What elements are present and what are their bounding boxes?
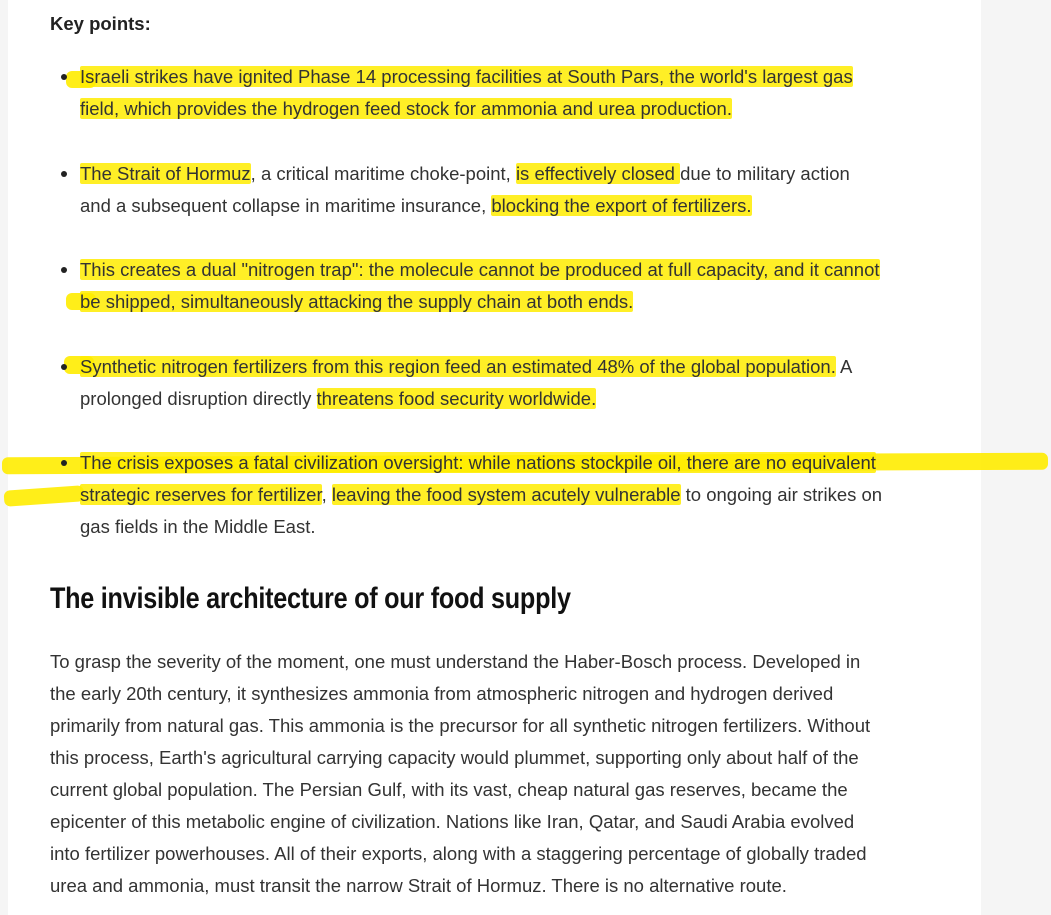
key-points-label: Key points: [50,13,151,34]
bullet-line [80,93,960,125]
bullet-dot-icon [61,364,67,370]
paragraph-line: To grasp the severity of the moment, one must understand the Haber-Bosch process. Developed in [50,651,861,672]
highlighted-text: leaving the food system acutely vulnerable [331,484,681,505]
highlighted-text: blocking the export of fertilizers. [491,195,752,216]
bullet-line [80,158,960,190]
bullet-text: , a critical maritime choke-point, [250,163,516,184]
bullet-item [80,447,960,543]
highlighted-text: field, which provides the hydrogen feed stock for ammonia and urea production. [80,98,732,119]
highlighted-text: threatens food security worldwide. [316,388,597,409]
bullet-text: A [835,356,853,377]
bullet-line [80,383,960,415]
highlighted-text: This creates a dual "nitrogen trap": the molecule cannot be produced at full capacity, and it cannot [80,259,880,280]
bullet-dot-icon [61,74,67,80]
paragraph-line: the early 20th century, it synthesizes ammonia from atmospheric nitrogen and hydrogen derived [50,683,834,704]
bullet-line [80,190,960,222]
bullet-line [80,254,960,286]
bullet-line [80,286,960,318]
bullet-text: due to military action [680,163,850,184]
bullet-item [80,351,960,415]
bullet-line [80,447,960,479]
highlighted-text: The crisis exposes a fatal civilization oversight: while nations stockpile oil, there are no equivalent [80,452,876,473]
bullet-text: gas fields in the Middle East. [80,516,316,537]
bullet-text: to ongoing air strikes on [680,484,883,505]
bullet-text: prolonged disruption directly [80,388,317,409]
section-heading: The invisible architecture of our food supply [50,582,571,615]
bullet-dot-icon [61,460,67,466]
bullet-item [80,158,960,222]
bullet-text: and a subsequent collapse in maritime insurance, [80,195,492,216]
highlighted-text: The Strait of Hormuz [80,163,251,184]
highlighted-text: be shipped, simultaneously attacking the supply chain at both ends. [80,291,634,312]
highlighted-text: is effectively closed [515,163,681,184]
highlighted-text: Synthetic nitrogen fertilizers from this region feed an estimated 48% of the global population. [80,356,836,377]
paragraph-line: into fertilizer powerhouses. All of their exports, along with a staggering percentage of globally traded [50,843,867,864]
highlighted-text: strategic reserves for fertilizer [80,484,322,505]
paragraph-line: this process, Earth's agricultural carrying capacity would plummet, supporting only about half of the [50,747,859,768]
bullet-item [80,61,960,125]
paragraph-line: current global population. The Persian Gulf, with its vast, cheap natural gas reserves, became the [50,779,848,800]
bullet-line [80,479,960,511]
bullet-dot-icon [61,171,67,177]
paragraph-line: primarily from natural gas. This ammonia is the precursor for all synthetic nitrogen fertilizers. Without [50,715,871,736]
bullet-item [80,254,960,318]
body-paragraph [50,646,960,902]
bullet-line [80,61,960,93]
bullet-line [80,511,960,543]
paragraph-line: epicenter of this metabolic engine of civilization. Nations like Iran, Qatar, and Saudi Arabia evolved [50,811,855,832]
bullet-line [80,351,960,383]
paragraph-line: urea and ammonia, must transit the narrow Strait of Hormuz. There is no alternative route. [50,875,787,896]
bullet-text: , [321,484,332,505]
highlighted-text: Israeli strikes have ignited Phase 14 processing facilities at South Pars, the world's largest gas [80,66,853,87]
bullet-dot-icon [61,267,67,273]
